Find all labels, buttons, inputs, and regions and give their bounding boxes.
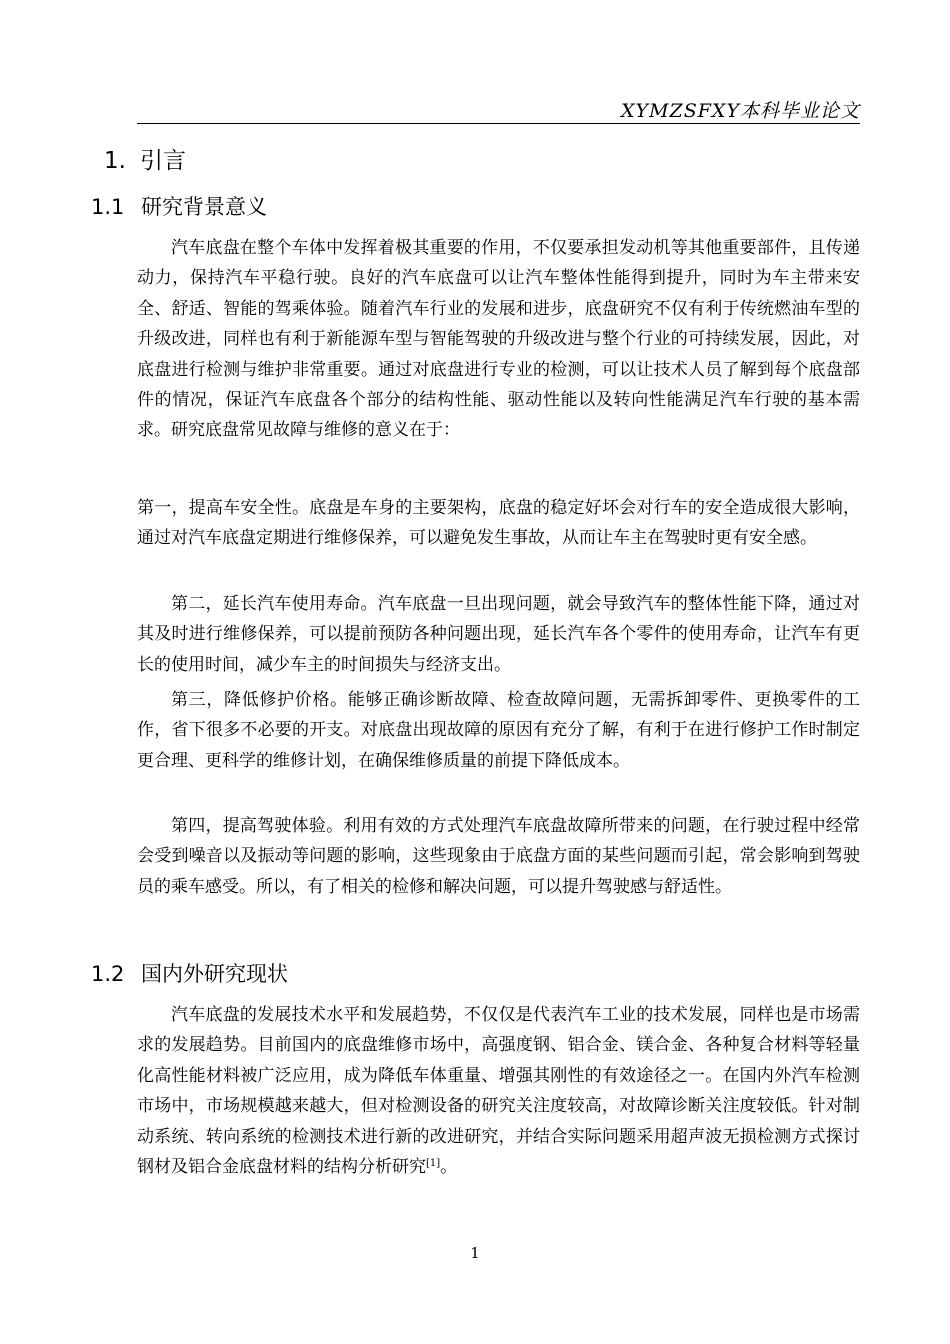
- section-heading-1-1: [91, 191, 267, 221]
- chapter-number: 1.: [104, 148, 126, 174]
- paragraph-point-2: 第二，延长汽车使用寿命。汽车底盘一旦出现问题，就会导致汽车的整体性能下降，通过对其及时进行维修保养，可以提前预防各种问题出现，延长汽车各个零件的使用寿命，让汽车有更长的使用时间，减少车主的时间损失与经济支出。: [137, 594, 860, 675]
- chapter-heading: [104, 142, 186, 175]
- section-number: 1.1: [91, 195, 125, 219]
- section-title: 研究背景意义: [141, 195, 267, 219]
- page-number: 1: [470, 1244, 480, 1262]
- paragraph-text: 汽车底盘的发展技术水平和发展趋势，不仅仅是代表汽车工业的技术发展，同样也是市场需求的发展趋势。目前国内的底盘维修市场中，高强度钢、铝合金、镁合金、各种复合材料等轻量化高性能材料被广泛应用，成为降低车体重量、增强其刚性的有效途径之一。在国内外汽车检测市场中，市场规模越来越大，但对检测设备的研究关注度较高，对故障诊断关注度较低。针对制动系统、转向系统的检测技术进行新的改进研究，并结合实际问题采用超声波无损检测方式探讨钢材及铝合金底盘材料的结构分析研究: [137, 1005, 860, 1178]
- paragraph-research-status: [137, 1000, 860, 1182]
- paragraph-end: 。: [440, 1157, 458, 1178]
- chapter-title: 引言: [140, 148, 186, 174]
- citation-reference[interactable]: [1]: [426, 1158, 441, 1170]
- paragraph-background: 汽车底盘在整个车体中发挥着极其重要的作用，不仅要承担发动机等其他重要部件，且传递动力，保持汽车平稳行驶。良好的汽车底盘可以让汽车整体性能得到提升，同时为车主带来安全、舒适、智能的驾乘体验。随着汽车行业的发展和进步，底盘研究不仅有利于传统燃油车型的升级改进，同样也有利于新能源车型与智能驾驶的升级改进与整个行业的可持续发展，因此，对底盘进行检测与维护非常重要。通过对底盘进行专业的检测，可以让技术人员了解到每个底盘部件的情况，保证汽车底盘各个部分的结构性能、驱动性能以及转向性能满足汽车行驶的基本需求。研究底盘常见故障与维修的意义在于：: [137, 238, 860, 441]
- paragraph-point-3: 第三，降低修护价格。能够正确诊断故障、检查故障问题，无需拆卸零件、更换零件的工作，省下很多不必要的开支。对底盘出现故障的原因有充分了解，有利于在进行修护工作时制定更合理、更科学的维修计划，在确保维修质量的前提下降低成本。: [137, 690, 860, 771]
- section-title: 国内外研究现状: [141, 962, 288, 986]
- header-rule: [137, 123, 860, 124]
- section-number: 1.2: [91, 962, 125, 986]
- running-header: XYMZSFXY本科毕业论文: [621, 100, 860, 122]
- section-heading-1-2: [91, 958, 288, 988]
- paragraph-point-4: 第四，提高驾驶体验。利用有效的方式处理汽车底盘故障所带来的问题，在行驶过程中经常会受到噪音以及振动等问题的影响，这些现象由于底盘方面的某些问题而引起，常会影响到驾驶员的乘车感受。所以，有了相关的检修和解决问题，可以提升驾驶感与舒适性。: [137, 816, 860, 897]
- paragraph-point-1: 第一，提高车安全性。底盘是车身的主要架构，底盘的稳定好坏会对行车的安全造成很大影响，通过对汽车底盘定期进行维修保养，可以避免发生事故，从而让车主在驾驶时更有安全感。: [137, 498, 860, 549]
